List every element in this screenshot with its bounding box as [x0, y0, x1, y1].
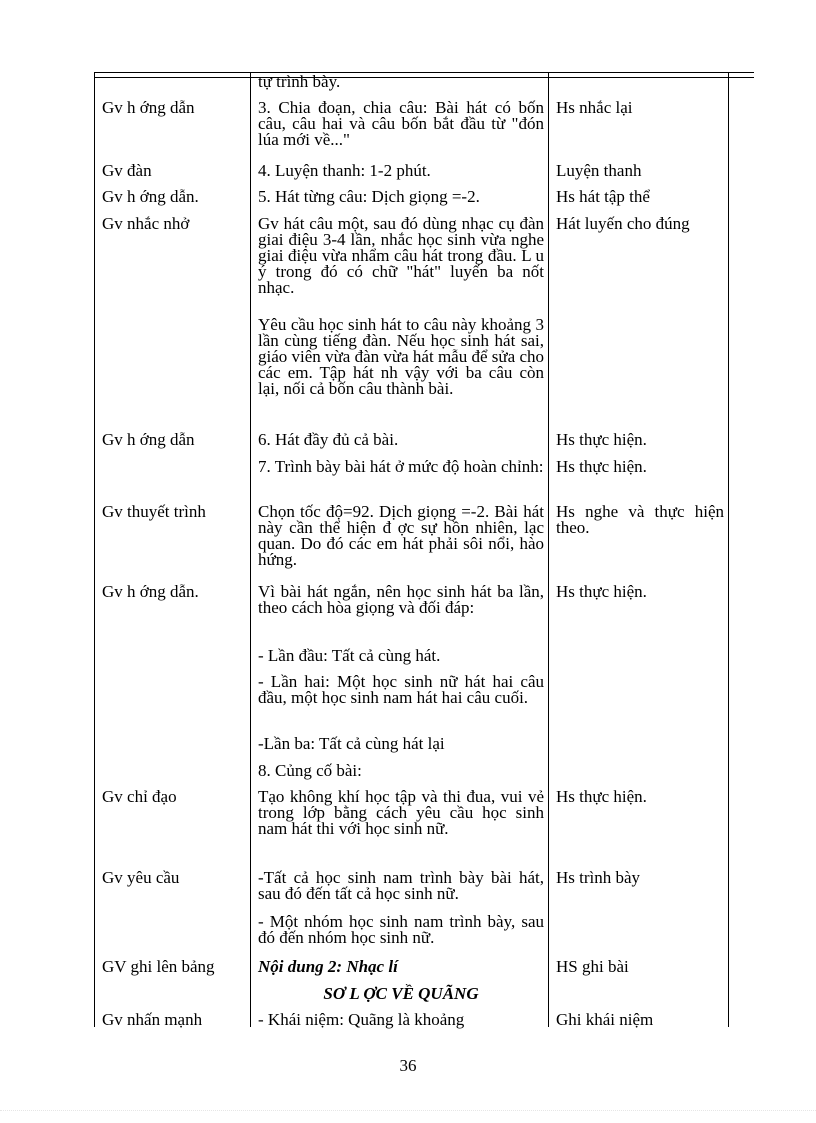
teacher-action: Gv h ớng dẫn. [102, 187, 199, 206]
activity-text: 4. Luyện thanh: 1-2 phút. [258, 161, 431, 180]
activity-text: tự trình bày. [258, 72, 341, 91]
table-border-left [94, 72, 95, 1027]
teacher-action: Gv đàn [102, 161, 152, 180]
activity-text: Chọn tốc độ=92. Dịch giọng =-2. Bài hát này cần thể hiện đ ợc sự hồn nhiên, lạc quan. Do đó các em hát phải sôi nổi, hào hứng. [258, 502, 544, 569]
student-action: Hs thực hiện. [556, 430, 647, 449]
student-action: Hs nghe và thực hiện theo. [556, 502, 724, 537]
teacher-action: Gv h ớng dẫn [102, 98, 195, 117]
activity-text: - Một nhóm học sinh nam trình bày, sau đó đến nhóm học sinh nữ. [258, 912, 544, 947]
activity-text: - Lần đầu: Tất cả cùng hát. [258, 646, 441, 665]
activity-text: Tạo không khí học tập và thi đua, vui vẻ trong lớp bằng cách yêu cầu học sinh nam hát thi với học sinh nữ. [258, 787, 544, 838]
table-border-right [728, 72, 729, 1027]
teacher-action: Gv h ớng dẫn. [102, 582, 199, 601]
activity-text: 3. Chia đoạn, chia câu: Bài hát có bốn câu, câu hai và câu bốn bắt đầu từ "đón lúa mới về..." [258, 98, 544, 149]
page-number: 36 [399, 1056, 417, 1075]
activity-text: - Khái niệm: Quãng là khoảng [258, 1010, 465, 1029]
student-action: Ghi khái niệm [556, 1010, 654, 1029]
activity-text: -Lần ba: Tất cả cùng hát lại [258, 734, 445, 753]
activity-text: - Lần hai: Một học sinh nữ hát hai câu đầu, một học sinh nam hát hai câu cuối. [258, 672, 544, 707]
activity-text: Yêu cầu học sinh hát to câu này khoảng 3 lần cùng tiếng đàn. Nếu học sinh hát sai, giáo viên vừa đàn vừa hát mẫu để sửa cho các em. Tập hát nh vậy với ba câu còn lại, nối cả bốn câu thành bài. [258, 315, 544, 398]
student-action: Hs thực hiện. [556, 787, 647, 806]
teacher-action: Gv h ớng dẫn [102, 430, 195, 449]
student-action: Hs thực hiện. [556, 457, 647, 476]
student-action: Hs nhắc lại [556, 98, 633, 117]
student-action: Hs hát tập thể [556, 187, 650, 206]
activity-text: 6. Hát đầy đủ cả bài. [258, 430, 399, 449]
teacher-action: Gv thuyết trình [102, 502, 206, 521]
student-action: Hát luyến cho đúng [556, 214, 690, 233]
activity-text: -Tất cả học sinh nam trình bày bài hát, sau đó đến tất cả học sinh nữ. [258, 868, 544, 903]
student-action: Hs thực hiện. [556, 582, 647, 601]
teacher-action: Gv yêu cầu [102, 868, 180, 887]
student-action: Hs trình bày [556, 868, 641, 887]
student-action: Luyện thanh [556, 161, 642, 180]
student-action: HS ghi bài [556, 957, 629, 976]
teacher-action: Gv nhắc nhở [102, 214, 190, 233]
section-heading: Nội dung 2: Nhạc lí [258, 957, 398, 976]
activity-text: 5. Hát từng câu: Dịch giọng =-2. [258, 187, 480, 206]
table-divider-2 [548, 72, 549, 1027]
teacher-action: GV ghi lên bảng [102, 957, 215, 976]
activity-text: 8. Củng cố bài: [258, 761, 362, 780]
teacher-action: Gv nhấn mạnh [102, 1010, 203, 1029]
teacher-action: Gv chỉ đạo [102, 787, 177, 806]
table-divider-1 [250, 72, 251, 1027]
topic-title: SƠ L ỢC VỀ QUÃNG [323, 984, 479, 1003]
activity-text: 7. Trình bày bài hát ở mức độ hoàn chỉnh: [258, 457, 544, 476]
activity-text: Vì bài hát ngắn, nên học sinh hát ba lần, theo cách hòa giọng và đối đáp: [258, 582, 544, 617]
activity-text: Gv hát câu một, sau đó dùng nhạc cụ đàn giai điệu 3-4 lần, nhắc học sinh vừa nghe giai điệu vừa nhẩm câu hát trong đầu. L u ý trong đó có chữ "hát" luyến ba nốt nhạc. [258, 214, 544, 297]
page-bottom-edge [0, 1110, 816, 1112]
